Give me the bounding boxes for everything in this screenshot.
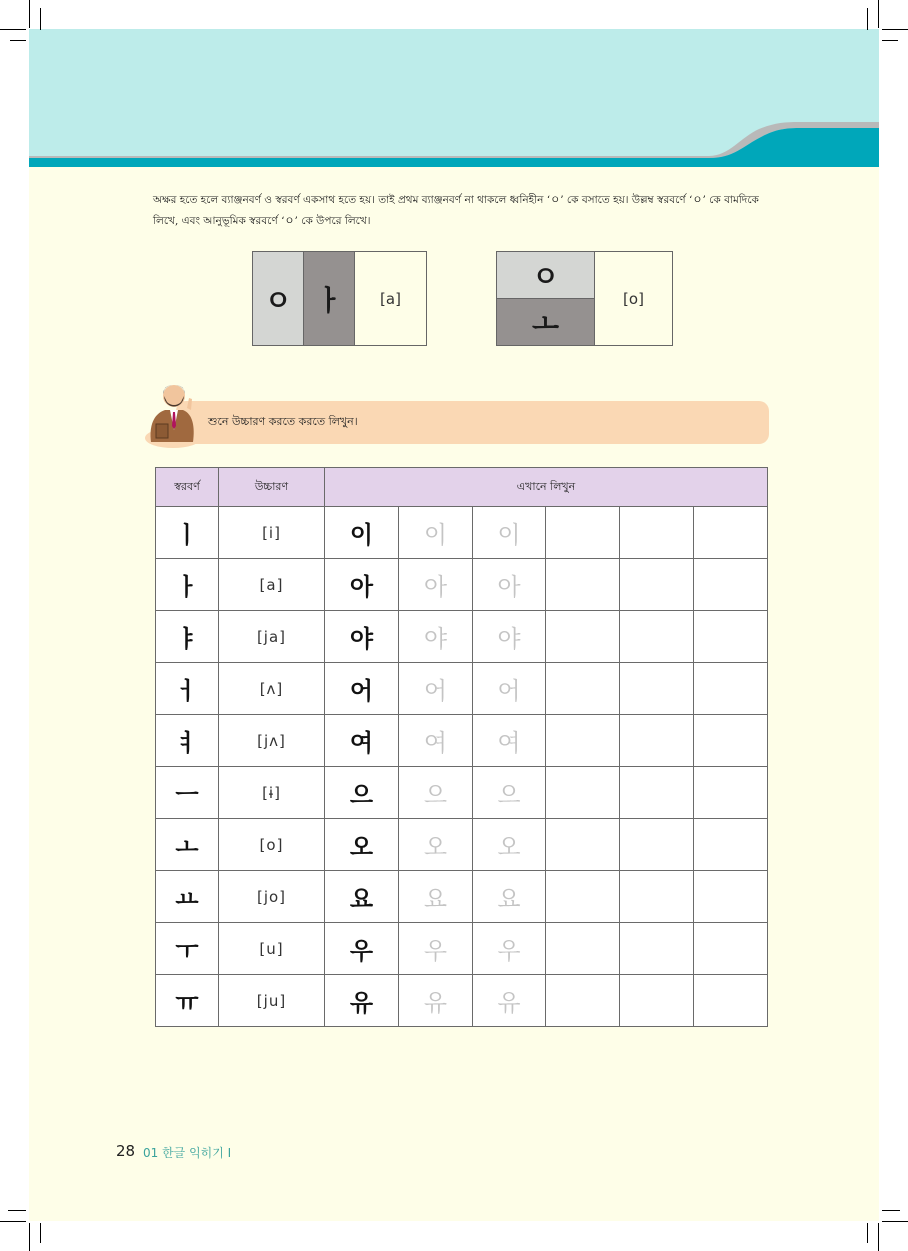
trace-syllable-cell[interactable] xyxy=(399,819,473,871)
blank-writing-cell[interactable] xyxy=(546,559,620,611)
crop-mark xyxy=(882,40,898,41)
trace-syllable-cell-text: 이 xyxy=(423,521,448,549)
crop-mark xyxy=(0,1221,26,1222)
pronunciation-cell-text: [ɨ] xyxy=(262,784,281,802)
trace-syllable-cell-text: 어 xyxy=(497,677,521,705)
trace-syllable-cell[interactable] xyxy=(473,975,546,1027)
vowel-cell-text: ㅜ xyxy=(175,937,199,965)
pronunciation-cell-text: [ja] xyxy=(256,628,287,646)
pronunciation-cell-text: [i] xyxy=(262,524,281,542)
consonant-glyph: ㅇ xyxy=(264,283,292,317)
table-row xyxy=(156,611,768,663)
trace-syllable-cell[interactable] xyxy=(399,559,473,611)
crop-mark xyxy=(29,1223,30,1251)
model-syllable-cell-text: 아 xyxy=(349,573,374,601)
syllable-demo-vertical xyxy=(252,251,427,346)
pronunciation-cell-text: [jʌ] xyxy=(257,732,286,750)
model-syllable-cell-text: 여 xyxy=(349,729,374,757)
crop-mark xyxy=(882,1221,908,1222)
model-syllable-cell xyxy=(325,559,399,611)
trace-syllable-cell-text: 여 xyxy=(497,729,521,757)
model-syllable-cell xyxy=(325,663,399,715)
trace-syllable-cell[interactable] xyxy=(473,923,546,975)
blank-writing-cell[interactable] xyxy=(694,871,768,923)
trace-syllable-cell[interactable] xyxy=(473,507,546,559)
table-row xyxy=(156,819,768,871)
trace-syllable-cell-text: 여 xyxy=(423,729,448,757)
model-syllable-cell xyxy=(325,611,399,663)
header-pronunciation: উচ্চারণ xyxy=(219,468,325,507)
pronunciation-cell xyxy=(219,819,325,871)
ipa-label: [a] xyxy=(380,289,401,308)
trace-syllable-cell-text: 우 xyxy=(497,937,521,965)
blank-writing-cell[interactable] xyxy=(546,663,620,715)
table-row xyxy=(156,715,768,767)
pronunciation-cell xyxy=(219,663,325,715)
table-row xyxy=(156,507,768,559)
blank-writing-cell[interactable] xyxy=(694,507,768,559)
vowel-cell xyxy=(156,767,219,819)
blank-writing-cell[interactable] xyxy=(694,975,768,1027)
banner-text: শুনে উচ্চারণ করতে করতে লিখুন। xyxy=(208,415,358,428)
consonant-cell xyxy=(253,252,304,345)
pronunciation-cell xyxy=(219,923,325,975)
trace-syllable-cell[interactable] xyxy=(399,611,473,663)
crop-mark xyxy=(878,0,879,28)
trace-syllable-cell-text: 오 xyxy=(423,833,448,861)
trace-syllable-cell[interactable] xyxy=(473,819,546,871)
stacked-cells xyxy=(497,252,595,345)
model-syllable-cell-text: 어 xyxy=(349,677,374,705)
table-row xyxy=(156,923,768,975)
blank-writing-cell[interactable] xyxy=(620,663,694,715)
pronunciation-cell xyxy=(219,975,325,1027)
pronunciation-cell xyxy=(219,715,325,767)
vowel-cell xyxy=(304,252,355,345)
blank-writing-cell[interactable] xyxy=(546,871,620,923)
pronunciation-cell xyxy=(219,611,325,663)
model-syllable-cell-text: 야 xyxy=(349,625,374,653)
crop-mark xyxy=(10,40,26,41)
model-syllable-cell-text: 으 xyxy=(349,781,374,809)
crop-mark xyxy=(40,1223,41,1243)
model-syllable-cell-text: 우 xyxy=(349,937,374,965)
blank-writing-cell[interactable] xyxy=(694,611,768,663)
blank-writing-cell[interactable] xyxy=(694,559,768,611)
model-syllable-cell xyxy=(325,507,399,559)
model-syllable-cell xyxy=(325,767,399,819)
model-syllable-cell xyxy=(325,871,399,923)
trace-syllable-cell[interactable] xyxy=(399,923,473,975)
trace-syllable-cell[interactable] xyxy=(473,559,546,611)
model-syllable-cell xyxy=(325,923,399,975)
blank-writing-cell[interactable] xyxy=(546,715,620,767)
header-vowel: স্বরবর্ণ xyxy=(156,468,219,507)
vowel-cell xyxy=(156,663,219,715)
blank-writing-cell[interactable] xyxy=(620,767,694,819)
model-syllable-cell-text: 오 xyxy=(349,833,374,861)
header-write-here: এখানে লিখুন xyxy=(325,468,768,507)
vowel-cell-text: ㅑ xyxy=(175,625,199,653)
crop-mark xyxy=(882,29,908,30)
pronunciation-cell-text: [a] xyxy=(259,576,284,594)
vowel-cell xyxy=(156,715,219,767)
trace-syllable-cell-text: 야 xyxy=(423,625,448,653)
chapter-title: 01 한글 익히기 I xyxy=(143,1146,232,1160)
header-band xyxy=(29,29,879,167)
vowel-cell xyxy=(156,559,219,611)
trace-syllable-cell[interactable] xyxy=(473,871,546,923)
vowel-cell xyxy=(497,299,594,345)
vowel-cell xyxy=(156,611,219,663)
model-syllable-cell-text: 요 xyxy=(349,885,374,913)
trace-syllable-cell[interactable] xyxy=(399,507,473,559)
crop-mark xyxy=(0,29,26,30)
trace-syllable-cell[interactable] xyxy=(473,663,546,715)
crop-mark xyxy=(40,8,41,30)
pronunciation-cell-text: [o] xyxy=(259,836,284,854)
model-syllable-cell xyxy=(325,819,399,871)
trace-syllable-cell-text: 유 xyxy=(423,989,448,1017)
crop-mark xyxy=(29,0,30,28)
vowel-cell-text: ㅏ xyxy=(175,573,199,601)
table-row xyxy=(156,559,768,611)
syllable-demo-horizontal xyxy=(496,251,673,346)
model-syllable-cell-text: 유 xyxy=(349,989,374,1017)
blank-writing-cell[interactable] xyxy=(546,975,620,1027)
trace-syllable-cell-text: 오 xyxy=(497,833,521,861)
blank-writing-cell[interactable] xyxy=(694,715,768,767)
vowel-cell-text: ㅓ xyxy=(175,677,199,705)
blank-writing-cell[interactable] xyxy=(694,663,768,715)
model-syllable-cell-text: 이 xyxy=(349,521,374,549)
trace-syllable-cell-text: 유 xyxy=(497,989,521,1017)
ipa-cell xyxy=(595,252,672,345)
trace-syllable-cell[interactable] xyxy=(399,715,473,767)
pronunciation-cell xyxy=(219,767,325,819)
blank-writing-cell[interactable] xyxy=(694,767,768,819)
page-number: 28 xyxy=(116,1142,136,1160)
blank-writing-cell[interactable] xyxy=(546,923,620,975)
crop-mark xyxy=(8,1210,26,1211)
trace-syllable-cell-text: 아 xyxy=(497,573,521,601)
pronunciation-cell xyxy=(219,507,325,559)
trace-syllable-cell[interactable] xyxy=(399,767,473,819)
trace-syllable-cell-text: 어 xyxy=(423,677,448,705)
vowel-glyph: ㅏ xyxy=(315,283,343,317)
vowel-cell xyxy=(156,871,219,923)
trace-syllable-cell[interactable] xyxy=(473,611,546,663)
blank-writing-cell[interactable] xyxy=(620,507,694,559)
consonant-glyph: ㅇ xyxy=(531,260,560,293)
trace-syllable-cell-text: 아 xyxy=(423,573,448,601)
vowel-glyph: ㅗ xyxy=(531,307,560,340)
blank-writing-cell[interactable] xyxy=(546,767,620,819)
crop-mark xyxy=(867,8,868,30)
table-row xyxy=(156,767,768,819)
pronunciation-cell-text: [ju] xyxy=(256,992,287,1010)
vowel-cell-text: ㅗ xyxy=(175,833,199,861)
trace-syllable-cell-text: 으 xyxy=(497,781,521,809)
vowel-cell-text: ㅕ xyxy=(175,729,199,757)
vowel-cell xyxy=(156,507,219,559)
trace-syllable-cell-text: 야 xyxy=(497,625,521,653)
pronunciation-cell xyxy=(219,871,325,923)
ipa-label: [o] xyxy=(623,289,644,308)
blank-writing-cell[interactable] xyxy=(620,715,694,767)
blank-writing-cell[interactable] xyxy=(546,507,620,559)
model-syllable-cell xyxy=(325,975,399,1027)
trace-syllable-cell-text: 으 xyxy=(423,781,448,809)
vowel-cell-text: ㅡ xyxy=(175,781,199,809)
teacher-illustration-icon xyxy=(143,372,209,450)
blank-writing-cell[interactable] xyxy=(620,871,694,923)
trace-syllable-cell[interactable] xyxy=(399,975,473,1027)
vowel-cell xyxy=(156,819,219,871)
vowel-cell-text: ㅣ xyxy=(175,521,199,549)
crop-mark xyxy=(878,1223,879,1251)
pronunciation-cell-text: [ʌ] xyxy=(259,680,284,698)
trace-syllable-cell-text: 우 xyxy=(423,937,448,965)
blank-writing-cell[interactable] xyxy=(620,923,694,975)
table-row xyxy=(156,975,768,1027)
vowel-cell xyxy=(156,975,219,1027)
trace-syllable-cell[interactable] xyxy=(473,767,546,819)
ipa-cell xyxy=(355,252,426,345)
table-row xyxy=(156,871,768,923)
vowel-cell-text: ㅛ xyxy=(175,885,199,913)
trace-syllable-cell-text: 이 xyxy=(497,521,521,549)
blank-writing-cell[interactable] xyxy=(620,611,694,663)
pronunciation-cell xyxy=(219,559,325,611)
table-header-row xyxy=(156,468,768,507)
table-row xyxy=(156,663,768,715)
model-syllable-cell xyxy=(325,715,399,767)
pronunciation-cell-text: [u] xyxy=(259,940,284,958)
intro-paragraph: অক্ষর হতে হলে ব্যাঞ্জনবর্ণ ও স্বরবর্ণ একসাথ হতে হয়। তাই প্রথম ব্যাঞ্জনবর্ণ না থাকলে ধ্বনিহীন ‘ㅇ’ কে বসাতে হয়। উল্লম্ব স্বরবর্ণে ‘ㅇ’ কে বামদিকে লিখে, এবং আনুভূমিক স্বরবর্ণে ‘ㅇ’ কে উপরে লিখে। xyxy=(153,194,759,227)
crop-mark xyxy=(882,1210,900,1211)
blank-writing-cell[interactable] xyxy=(694,819,768,871)
blank-writing-cell[interactable] xyxy=(620,819,694,871)
trace-syllable-cell[interactable] xyxy=(399,663,473,715)
trace-syllable-cell-text: 요 xyxy=(423,885,448,913)
blank-writing-cell[interactable] xyxy=(620,975,694,1027)
trace-syllable-cell[interactable] xyxy=(473,715,546,767)
blank-writing-cell[interactable] xyxy=(546,611,620,663)
trace-syllable-cell-text: 요 xyxy=(497,885,521,913)
consonant-cell xyxy=(497,252,594,299)
blank-writing-cell[interactable] xyxy=(620,559,694,611)
trace-syllable-cell[interactable] xyxy=(399,871,473,923)
practice-table xyxy=(155,467,768,1027)
blank-writing-cell[interactable] xyxy=(546,819,620,871)
vowel-cell xyxy=(156,923,219,975)
pronunciation-cell-text: [jo] xyxy=(256,888,287,906)
vowel-cell-text: ㅠ xyxy=(175,989,199,1017)
blank-writing-cell[interactable] xyxy=(694,923,768,975)
crop-mark xyxy=(867,1223,868,1243)
